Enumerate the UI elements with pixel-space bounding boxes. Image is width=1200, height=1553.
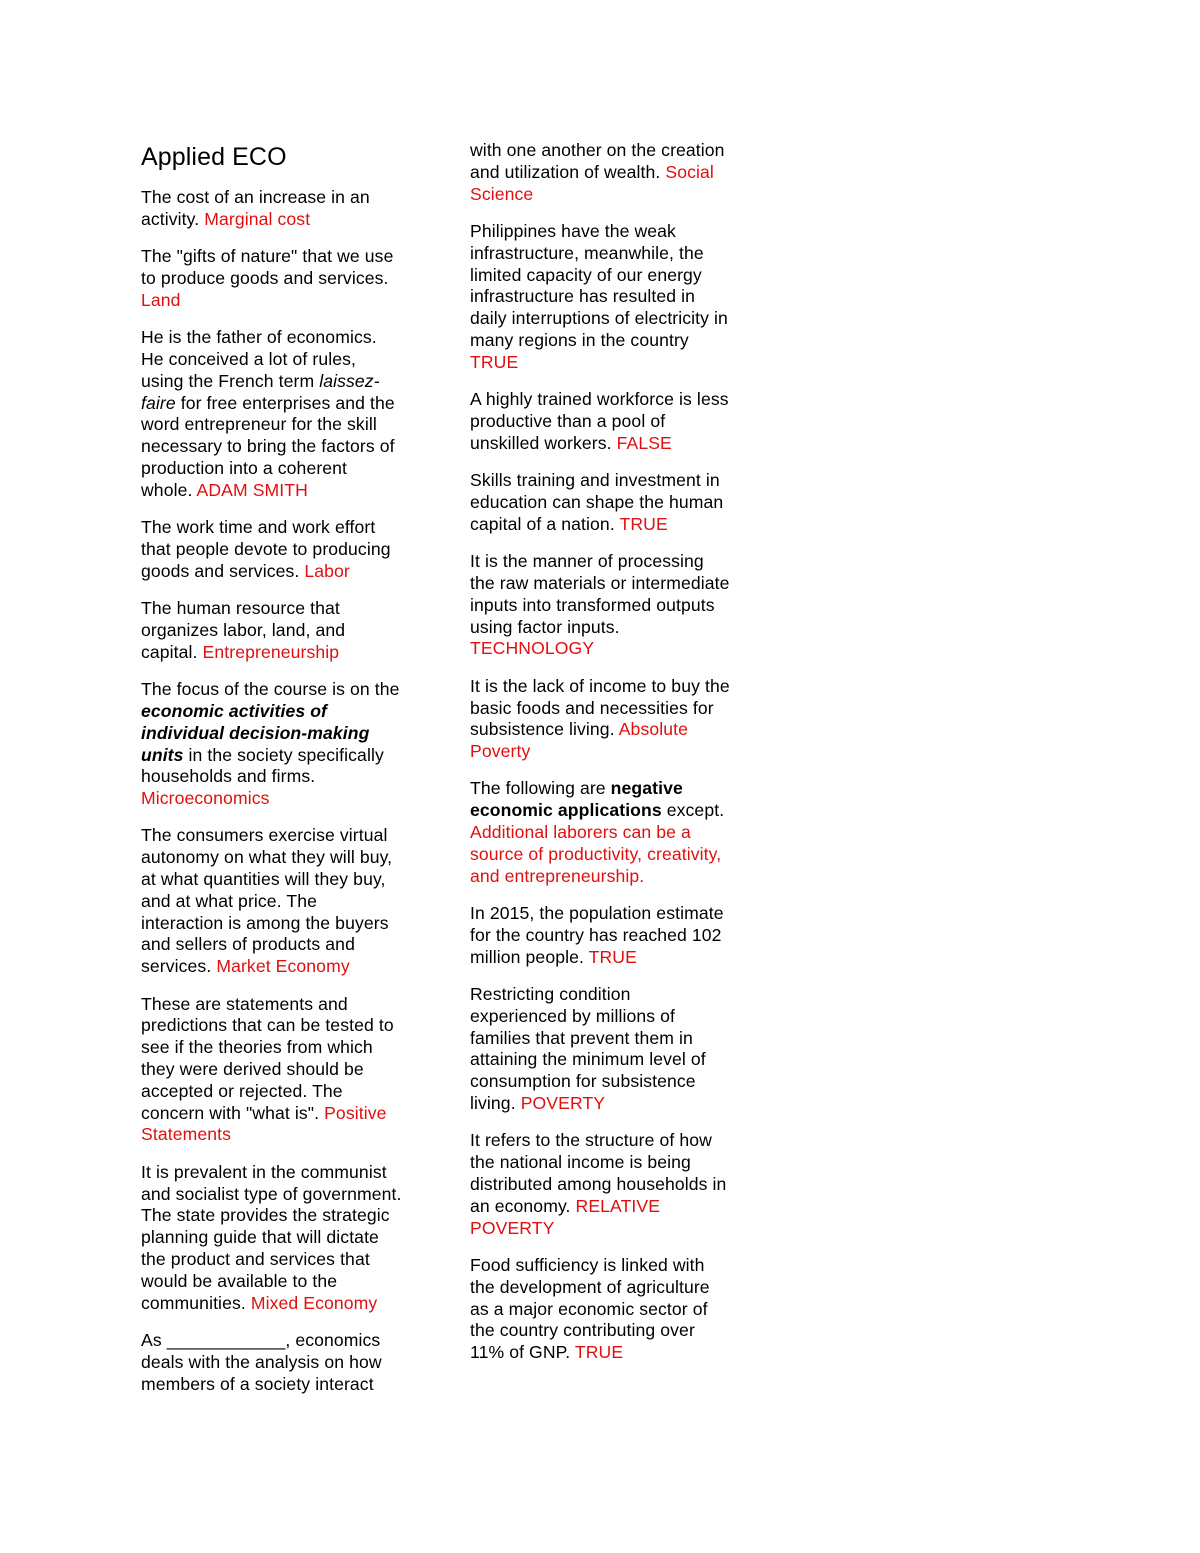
- question-text: It is the lack of income to buy the basic foods and necessities for subsistence living.: [470, 675, 730, 740]
- question-text: The consumers exercise virtual autonomy on what they will buy, at what quantities will they buy, and at what price. The interaction is among the buyers and sellers of products and services.: [141, 825, 393, 977]
- question-text: It refers to the structure of how the national income is being distributed among households in an economy.: [470, 1130, 727, 1216]
- answer-text: RELATIVE POVERTY: [470, 1195, 661, 1238]
- question-absolute-poverty: [470, 676, 732, 763]
- answer-text: Social Science: [470, 161, 714, 204]
- answer-text: Land: [141, 289, 181, 310]
- question-text: The human resource that organizes labor, land, and capital.: [141, 598, 346, 662]
- right-column: [470, 140, 732, 1380]
- answer-text: Marginal cost: [204, 208, 311, 229]
- question-text: Food sufficiency is linked with the development of agriculture as a major economic sector of the country contributing over 11% of GNP.: [470, 1255, 710, 1363]
- question-workforce: [470, 389, 732, 454]
- bold-italic-term: economic activities of individual decision-making units: [141, 700, 370, 765]
- answer-text: Market Economy: [216, 956, 350, 977]
- question-text: Restricting condition experienced by millions of families that prevent them in attaining the minimum level of consumption for subsistence living.: [470, 984, 706, 1114]
- answer-text: TRUE: [588, 946, 637, 967]
- question-text: As: [141, 1330, 167, 1350]
- answer-text: TRUE: [574, 1342, 624, 1363]
- question-text: Skills training and investment in education can shape the human capital of a nation.: [470, 470, 724, 534]
- question-text: The work time and work effort that people devote to producing goods and services.: [141, 517, 391, 581]
- question-population: [470, 903, 732, 968]
- question-social-science-end: [470, 140, 732, 205]
- question-positive-statements: [141, 994, 403, 1147]
- question-text: It is the manner of processing the raw materials or intermediate inputs into transformed outputs using factor inputs.: [470, 551, 730, 637]
- answer-text: POVERTY: [520, 1093, 606, 1114]
- answer-text: TRUE: [470, 351, 519, 372]
- answer-text: Positive Statements: [141, 1102, 387, 1145]
- question-text: The "gifts of nature" that we use to produce goods and services.: [141, 246, 394, 288]
- question-human-capital: [470, 470, 732, 535]
- bold-term: negative economic applications: [470, 778, 683, 821]
- question-text: in the society specifically households and firms.: [141, 744, 384, 787]
- question-microeconomics: [141, 679, 403, 810]
- answer-blank: ____________: [166, 1330, 286, 1350]
- question-text: except.: [661, 800, 725, 821]
- answer-text: TECHNOLOGY: [470, 638, 595, 659]
- question-market-economy: [141, 825, 403, 978]
- question-text: Philippines have the weak infrastructure, meanwhile, the limited capacity of our energy infrastructure has resulted in daily interruptions of electricity in many regions in the country: [470, 220, 728, 350]
- answer-text: TRUE: [619, 513, 668, 534]
- answer-text: Additional laborers can be a source of productivity, creativity, and entrepreneurship.: [470, 822, 722, 886]
- question-text: He is the father of economics. He conceived a lot of rules, using the French term: [141, 327, 377, 391]
- question-infrastructure: [470, 221, 732, 374]
- answer-text: Microeconomics: [141, 788, 270, 809]
- question-marginal-cost: [141, 187, 403, 231]
- question-food-sufficiency: [470, 1255, 732, 1364]
- question-poverty: [470, 984, 732, 1115]
- answer-text: Labor: [304, 560, 350, 581]
- answer-text: ADAM SMITH: [196, 479, 308, 500]
- question-land: [141, 246, 403, 311]
- question-technology: [470, 551, 732, 660]
- question-text: The following are: [470, 778, 611, 799]
- question-text: The cost of an increase in an activity.: [141, 187, 370, 229]
- answer-text: Entrepreneurship: [202, 641, 340, 662]
- question-relative-poverty: [470, 1130, 732, 1239]
- question-mixed-economy: [141, 1162, 403, 1315]
- italic-term: laissez-faire: [141, 370, 380, 413]
- question-entrepreneurship: [141, 598, 403, 663]
- question-text: with one another on the creation and utilization of wealth.: [470, 140, 725, 182]
- answer-text: Absolute Poverty: [470, 719, 688, 762]
- question-text: , economics deals with the analysis on how members of a society interact: [141, 1330, 382, 1394]
- question-text: These are statements and predictions that can be tested to see if the theories from which they were derived should be accepted or rejected. The concern with "what is".: [141, 993, 394, 1123]
- document-title: Applied ECO: [141, 143, 287, 171]
- question-negative-applications: [470, 778, 732, 887]
- question-text: In 2015, the population estimate for the country has reached 102 million people.: [470, 903, 724, 967]
- left-column: [141, 140, 403, 1411]
- question-adam-smith: [141, 327, 403, 501]
- answer-text: FALSE: [616, 432, 672, 453]
- question-text: A highly trained workforce is less productive than a pool of unskilled workers.: [470, 389, 729, 453]
- answer-text: Mixed Economy: [250, 1292, 378, 1313]
- question-social-science-start: [141, 1330, 403, 1395]
- question-text: The focus of the course is on the: [141, 679, 400, 700]
- question-text: It is prevalent in the communist and socialist type of government. The state provides the strategic planning guide that will dictate the product and services that would be available to the communities.: [141, 1161, 402, 1313]
- question-labor: [141, 517, 403, 582]
- question-text: for free enterprises and the word entrepreneur for the skill necessary to bring the factors of production into a coherent whole.: [141, 392, 395, 500]
